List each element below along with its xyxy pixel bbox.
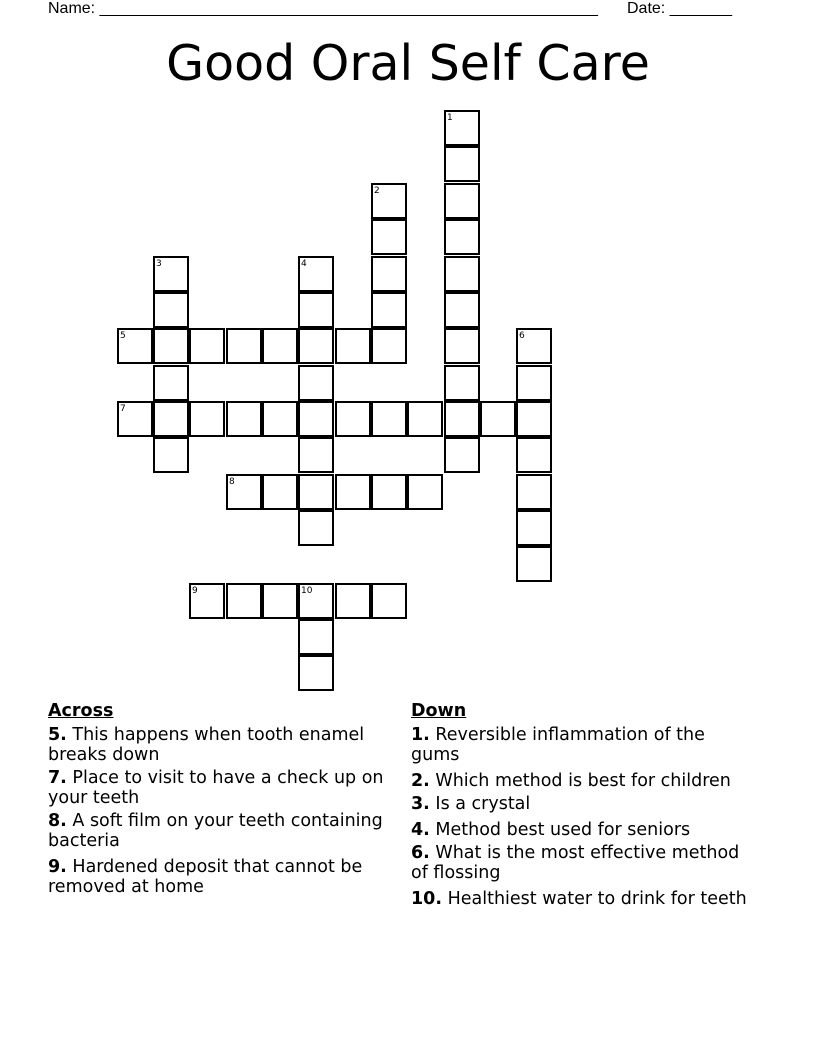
- clue-num: 4.: [411, 820, 430, 840]
- grid-cell[interactable]: [298, 510, 334, 546]
- grid-cell[interactable]: [153, 365, 189, 401]
- grid-cell[interactable]: [371, 256, 407, 292]
- clue-num: 6.: [411, 843, 430, 863]
- clue-item: [411, 794, 756, 814]
- grid-cell[interactable]: [298, 365, 334, 401]
- clue-num: 9.: [48, 857, 67, 877]
- clue-text: This happens when tooth enamel breaks down: [48, 725, 365, 765]
- grid-cell[interactable]: [298, 655, 334, 691]
- clue-num: 10.: [411, 889, 443, 909]
- clue-text: Method best used for seniors: [435, 820, 691, 840]
- clue-num: 5.: [48, 725, 67, 745]
- grid-cell[interactable]: [189, 401, 225, 437]
- grid-cell[interactable]: [516, 437, 552, 473]
- clue-number: 9: [192, 586, 198, 596]
- grid-cell[interactable]: [444, 219, 480, 255]
- clue-text: Hardened deposit that cannot be removed at home: [48, 857, 363, 897]
- grid-cell[interactable]: [226, 583, 262, 619]
- grid-cell[interactable]: [407, 401, 443, 437]
- clue-number: 1: [447, 113, 453, 123]
- grid-cell[interactable]: [298, 256, 334, 292]
- grid-cell[interactable]: [298, 328, 334, 364]
- down-clues: [411, 701, 756, 912]
- grid-cell[interactable]: [516, 546, 552, 582]
- clue-number: 8: [229, 477, 235, 487]
- grid-cell[interactable]: [371, 292, 407, 328]
- date-field: Date: _______: [627, 0, 732, 17]
- grid-cell[interactable]: [153, 256, 189, 292]
- grid-cell[interactable]: [371, 474, 407, 510]
- grid-cell[interactable]: [371, 183, 407, 219]
- grid-cell[interactable]: [444, 437, 480, 473]
- grid-cell[interactable]: [153, 328, 189, 364]
- clue-number: 3: [156, 259, 162, 269]
- grid-cell[interactable]: [335, 401, 371, 437]
- clue-number: 2: [374, 186, 380, 196]
- grid-cell[interactable]: [117, 401, 153, 437]
- grid-cell[interactable]: [444, 328, 480, 364]
- across-heading: Across: [48, 701, 114, 721]
- grid-cell[interactable]: [298, 292, 334, 328]
- grid-cell[interactable]: [298, 437, 334, 473]
- grid-cell[interactable]: [335, 328, 371, 364]
- down-heading: Down: [411, 701, 467, 721]
- grid-cell[interactable]: [117, 328, 153, 364]
- clue-text: Healthiest water to drink for teeth: [447, 889, 747, 909]
- name-field: Name: ________________________________________________________: [48, 0, 598, 17]
- grid-cell[interactable]: [371, 328, 407, 364]
- clue-item: [411, 771, 756, 791]
- clue-item: [48, 725, 393, 765]
- grid-cell[interactable]: [335, 474, 371, 510]
- clue-text: Reversible inflammation of the gums: [411, 725, 705, 765]
- grid-cell[interactable]: [516, 474, 552, 510]
- clue-text: A soft film on your teeth containing bacteria: [48, 811, 383, 851]
- grid-cell[interactable]: [371, 401, 407, 437]
- grid-cell[interactable]: [371, 219, 407, 255]
- grid-cell[interactable]: [371, 583, 407, 619]
- grid-cell[interactable]: [444, 365, 480, 401]
- grid-cell[interactable]: [262, 401, 298, 437]
- grid-cell[interactable]: [298, 583, 334, 619]
- grid-cell[interactable]: [444, 110, 480, 146]
- grid-cell[interactable]: [153, 401, 189, 437]
- clue-text: What is the most effective method of flossing: [411, 843, 740, 883]
- clue-num: 8.: [48, 811, 67, 831]
- grid-cell[interactable]: [516, 328, 552, 364]
- clue-item: [411, 820, 756, 840]
- grid-cell[interactable]: [262, 474, 298, 510]
- clue-number: 10: [301, 586, 313, 596]
- clue-text: Which method is best for children: [435, 771, 731, 791]
- clue-num: 7.: [48, 768, 67, 788]
- grid-cell[interactable]: [444, 183, 480, 219]
- clue-text: Place to visit to have a check up on your teeth: [48, 768, 384, 808]
- grid-cell[interactable]: [516, 365, 552, 401]
- clue-number: 7: [120, 404, 126, 414]
- grid-cell[interactable]: [298, 401, 334, 437]
- clue-item: [48, 768, 393, 808]
- grid-cell[interactable]: [444, 146, 480, 182]
- grid-cell[interactable]: [189, 583, 225, 619]
- clue-text: Is a crystal: [435, 794, 531, 814]
- grid-cell[interactable]: [516, 401, 552, 437]
- clue-number: 4: [301, 259, 307, 269]
- across-clues: [48, 701, 393, 900]
- clue-item: [411, 843, 756, 883]
- grid-cell[interactable]: [298, 474, 334, 510]
- clue-item: [48, 857, 393, 897]
- clue-num: 3.: [411, 794, 430, 814]
- grid-cell[interactable]: [226, 474, 262, 510]
- grid-cell[interactable]: [226, 328, 262, 364]
- grid-cell[interactable]: [153, 292, 189, 328]
- grid-cell[interactable]: [516, 510, 552, 546]
- clue-item: [411, 889, 756, 909]
- grid-cell[interactable]: [226, 401, 262, 437]
- grid-cell[interactable]: [153, 437, 189, 473]
- clue-number: 5: [120, 331, 126, 341]
- grid-cell[interactable]: [444, 256, 480, 292]
- grid-cell[interactable]: [480, 401, 516, 437]
- clue-num: 2.: [411, 771, 430, 791]
- page-title: Good Oral Self Care: [166, 35, 650, 92]
- clue-item: [48, 811, 393, 851]
- grid-cell[interactable]: [189, 328, 225, 364]
- grid-cell[interactable]: [335, 583, 371, 619]
- grid-cell[interactable]: [262, 583, 298, 619]
- clue-num: 1.: [411, 725, 430, 745]
- grid-cell[interactable]: [407, 474, 443, 510]
- clue-item: [411, 725, 756, 765]
- grid-cell[interactable]: [444, 401, 480, 437]
- grid-cell[interactable]: [262, 328, 298, 364]
- clue-number: 6: [519, 331, 525, 341]
- grid-cell[interactable]: [444, 292, 480, 328]
- grid-cell[interactable]: [298, 619, 334, 655]
